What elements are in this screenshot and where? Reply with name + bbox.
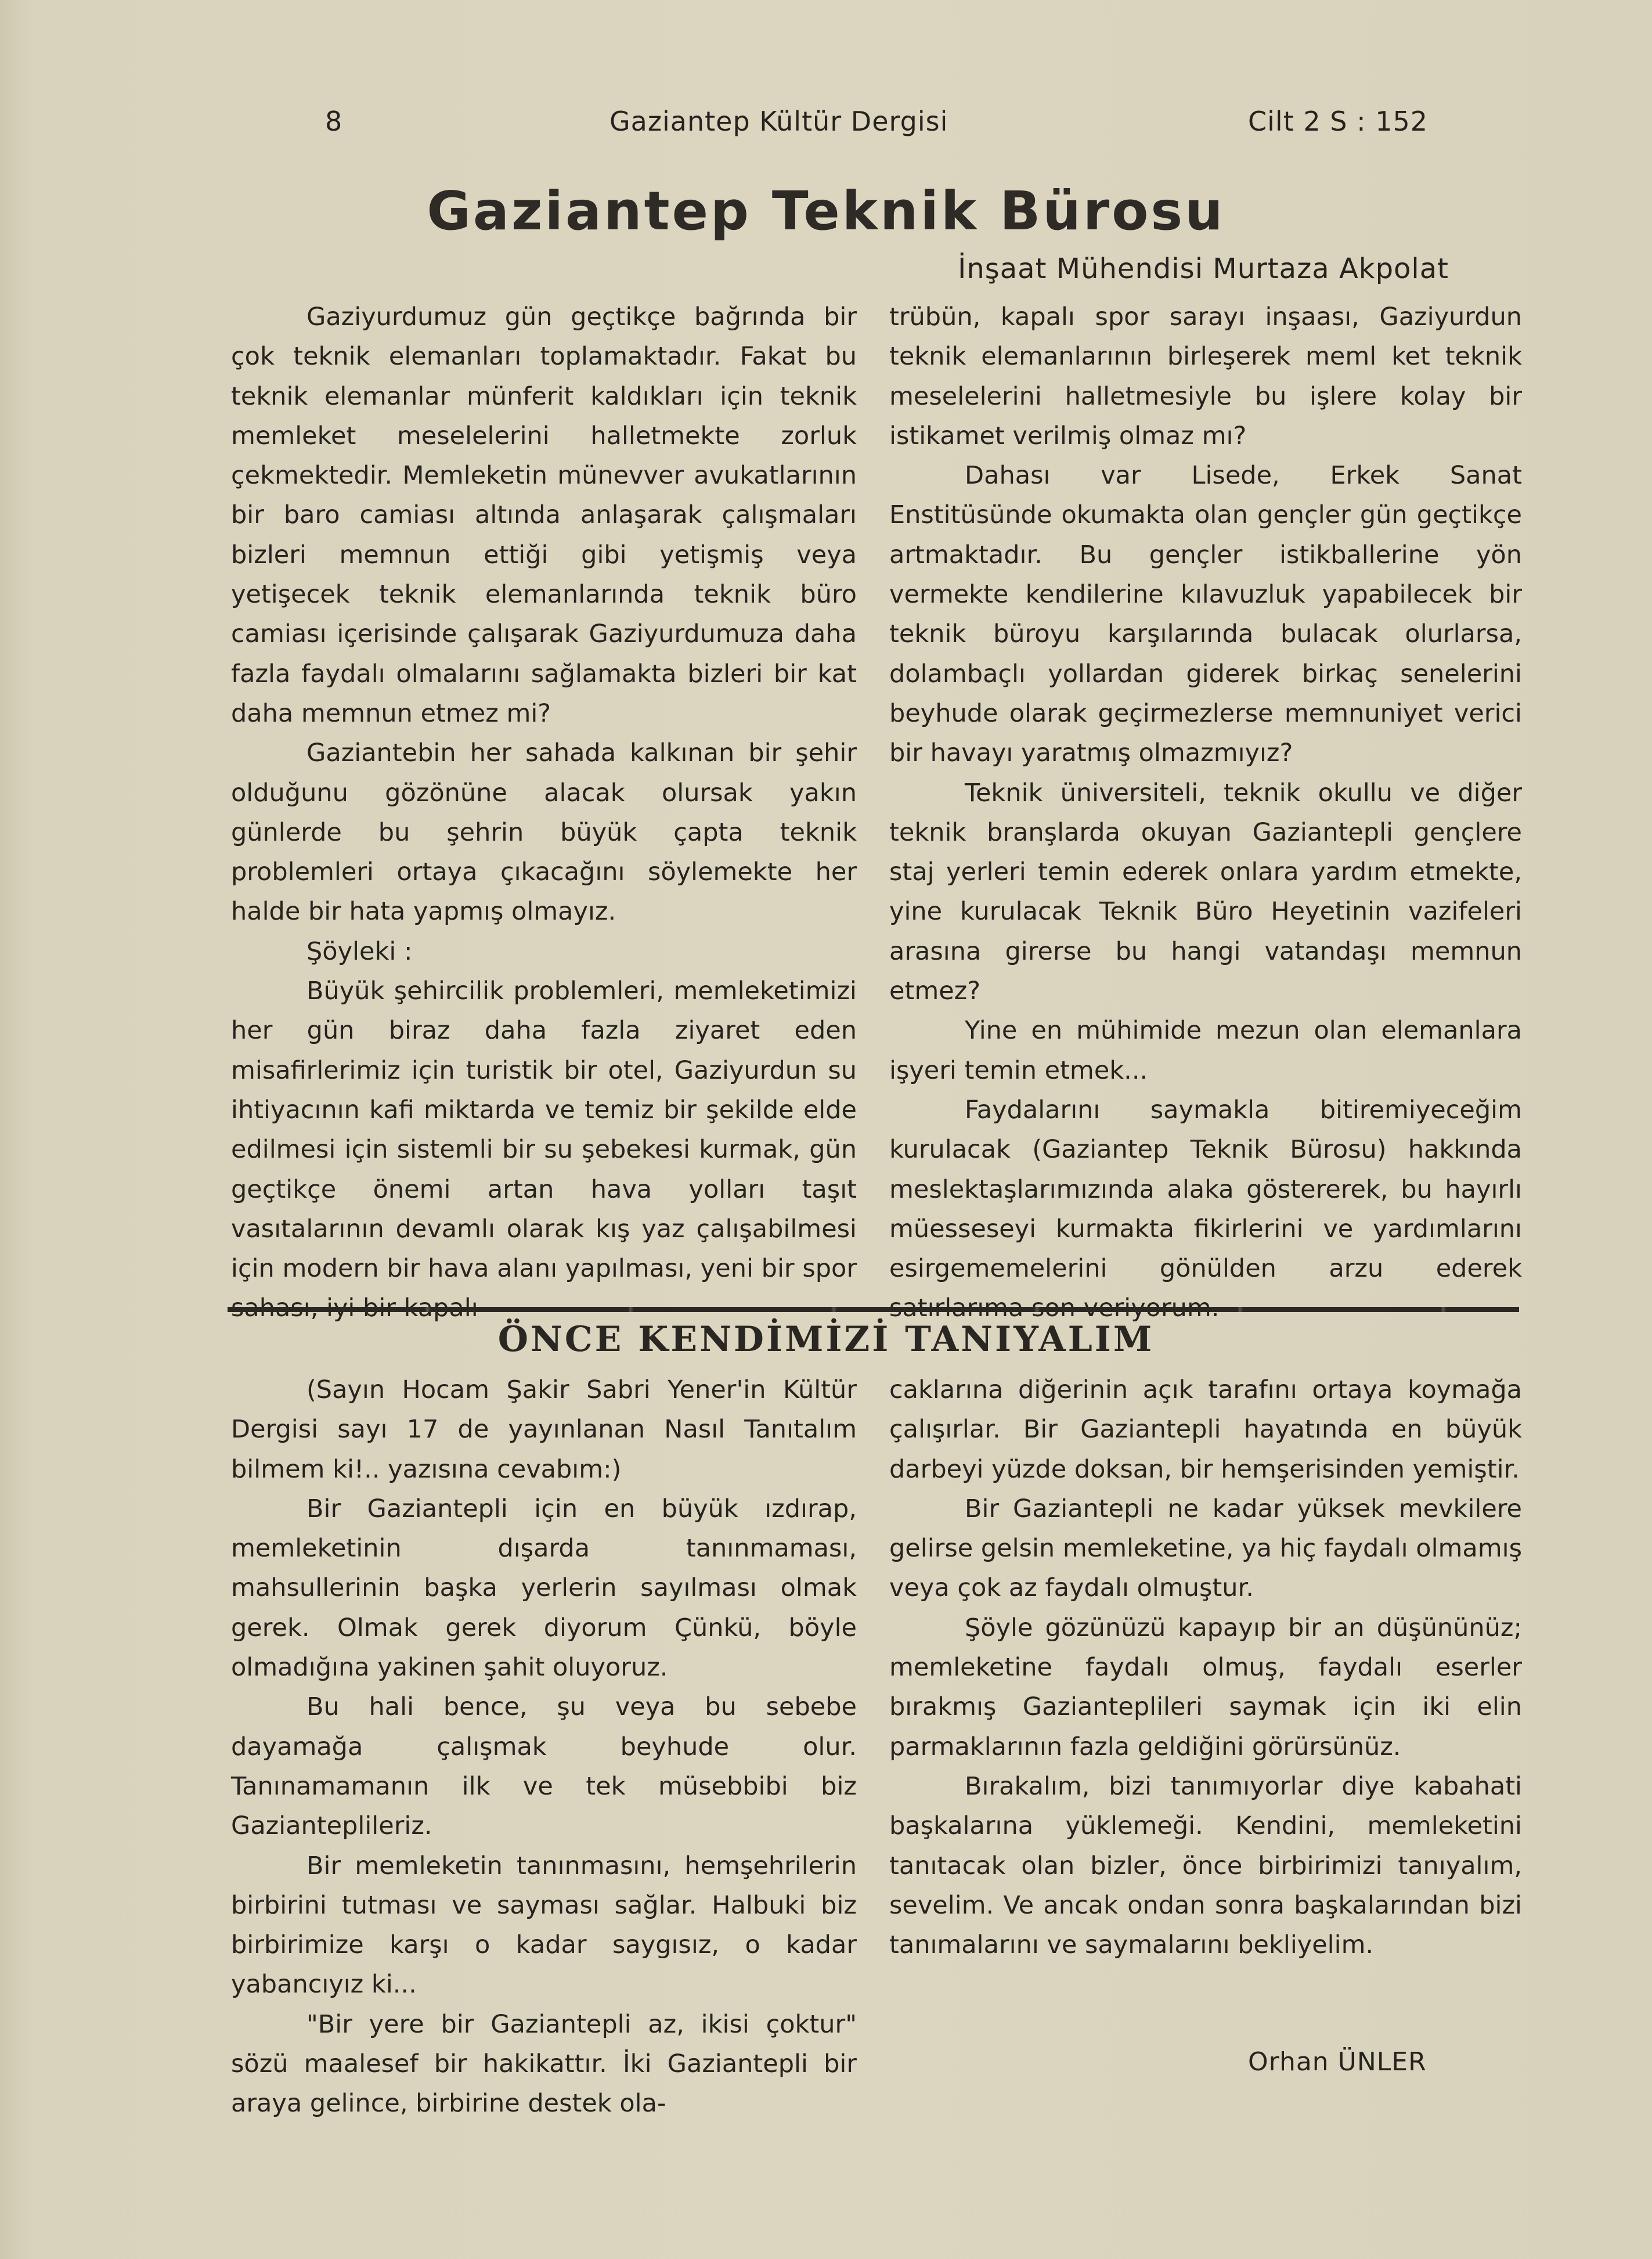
paragraph: (Sayın Hocam Şakir Sabri Yener'in Kültür Dergisi sayı 17 de yayınlanan Nasıl Tanıtalım bilmem ki!.. yazısına cevabım:) bbox=[231, 1375, 857, 1484]
paragraph: Büyük şehircilik problemleri, memleketimizi her gün biraz daha fazla ziyaret eden misafirlerimiz için turistik bir otel, Gaziyurdun su ihtiyacının kafi miktarda ve temiz bir şekilde elde edilmesi için sistemli bir su şebekesi kurmak, gün geçtikçe önemi artan hava yolları taşıt vasıtalarının devamlı olarak kış yaz çalışabilmesi için modern bir hava alanı yapılması, yeni bir spor bbox=[231, 977, 857, 1284]
article1-column-right bbox=[889, 297, 1522, 1328]
paragraph: Bırakalım, bizi tanımıyorlar diye kabahati başkalarına yüklemeği. Kendini, memleketini tanıtacak olan bizler, önce birbirimizi tanıyalım, sevelim. Ve ancak ondan sonra başkalarından bizi tanımalarını ve saymalarını bekliyelim. bbox=[889, 1771, 1522, 1960]
article2-title: ÖNCE KENDİMİZİ TANIYALIM bbox=[497, 1319, 1155, 1360]
paragraph: caklarına diğerinin açık tarafını ortaya koymağa çalışırlar. Bir Gaziantepli hayatında en büyük darbeyi yüzde doksan, bir hemşerisinden yemiştir. bbox=[889, 1375, 1522, 1484]
article2-column-left bbox=[231, 1370, 857, 2124]
article-title: Gaziantep Teknik Bürosu bbox=[427, 180, 1225, 242]
section-divider bbox=[228, 1307, 1519, 1312]
paragraph: Bir Gaziantepli için en büyük ızdırap, memleketinin dışarda tanınmaması, mahsullerinin başka yerlerin sayılması olmak gerek. Olmak gerek diyorum Çünkü, böyle olmadığına yakinen şahit oluyoruz. bbox=[231, 1494, 857, 1682]
paragraph: Bir Gaziantepli ne kadar yüksek mevkilere gelirse gelsin memleketine, ya hiç faydalı olmamış veya çok az faydalı olmuştur. bbox=[889, 1494, 1522, 1603]
page-number: 8 bbox=[325, 106, 343, 137]
paragraph: Teknik üniversiteli, teknik okullu ve diğer teknik branşlarda okuyan Gaziantepli gençlere staj yerleri temin ederek onlara yardım etmekte, yine kurulacak Teknik Büro Heyetinin vazifeleri arasına girerse bu hangi vatandaşı memnun etmez? bbox=[889, 778, 1522, 1006]
paragraph: Gaziyurdumuz gün geçtikçe bağrında bir çok teknik elemanları toplamaktadır. Fakat bu teknik elemanlar münferit kaldıkları için teknik memleket meselelerini halletmekte zorluk çekmektedir. Memleketin münevver avukatlarının bir baro camiası altında anlaşarak çalışmaları bizleri memnun ettiği gibi yetişmiş veya yetişecek teknik elemanlarında teknik büro camiası içerisinde çalışarak Gaziyurdumuza daha fazla faydalı olmalarını sağlamakta bizleri bir kat daha memnun etmez mi? bbox=[231, 302, 857, 728]
article2-column-right bbox=[889, 1370, 1522, 1965]
paragraph: Dahası var Lisede, Erkek Sanat Enstitüsünde okumakta olan gençler gün geçtikçe artmaktadır. Bu gençler istikballerine yön vermekte kendilerine kılavuzluk yapabilecek bir teknik büroyu karşılarında bulacak olurlarsa, dolambaçlı yollardan giderek birkaç senelerini beyhude olarak geçirmezlerse memnuniyet verici bir havayı yaratmış olmazmıyız? bbox=[889, 461, 1522, 768]
paragraph: Gaziantebin her sahada kalkınan bir şehir olduğunu gözönüne alacak olursak yakın günlerde bu şehrin büyük çapta teknik problemleri ortaya çıkacağını söylemekte her halde bir hata yapmış olmayız. bbox=[231, 738, 857, 927]
paragraph: Yine en mühimide mezun olan elemanlara işyeri temin etmek... bbox=[889, 1016, 1522, 1085]
paragraph: Bir memleketin tanınmasını, hemşehrilerin birbirini tutması ve sayması sağlar. Halbuki biz birbirimize karşı o kadar saygısız, o kadar yabancıyız ki... bbox=[231, 1851, 857, 1999]
paragraph: "Bir yere bir Gaziantepli az, ikisi çoktur" sözü maalesef bir hakikattır. İki Gaziantepli bir araya gelince, birbirine destek ola- bbox=[231, 2009, 857, 2119]
paragraph: Şöyle gözünüzü kapayıp bir an düşününüz; memleketine faydalı olmuş, faydalı eserler bırakmış Gazianteplileri saymak için iki elin parmaklarının fazla geldiğini görürsünüz. bbox=[889, 1613, 1522, 1761]
paragraph: Şöyleki : bbox=[306, 936, 413, 966]
paragraph: Faydalarını saymakla bitiremiyeceğim kurulacak (Gaziantep Teknik Bürosu) hakkında meslektaşlarımızında alaka göstererek, bu hayırlı müesseseyi kurmakta fikirlerini ve yardımlarını esirgememelerini gönülden arzu ederek bbox=[889, 1095, 1522, 1284]
paragraph: Bu hali bence, şu veya bu sebebe dayamağa çalışmak beyhude olur. Tanınamamanın ilk ve tek müsebbibi biz Gazianteplileriz. bbox=[231, 1692, 857, 1841]
paragraph: trübün, kapalı spor sarayı inşaası, Gaziyurdun teknik elemanlarının birleşerek meml ket teknik meselelerini halletmesiyle bu işlere kolay bir istikamet verilmiş olmaz mı? bbox=[889, 302, 1522, 451]
magazine-name: Gaziantep Kültür Dergisi bbox=[609, 106, 948, 137]
running-header bbox=[325, 106, 1428, 146]
article1-column-left bbox=[231, 297, 857, 1328]
article2-author: Orhan ÜNLER bbox=[1248, 2047, 1427, 2077]
article-author: İnşaat Mühendisi Murtaza Akpolat bbox=[958, 253, 1449, 285]
issue-info: Cilt 2 S : 152 bbox=[1248, 106, 1428, 137]
